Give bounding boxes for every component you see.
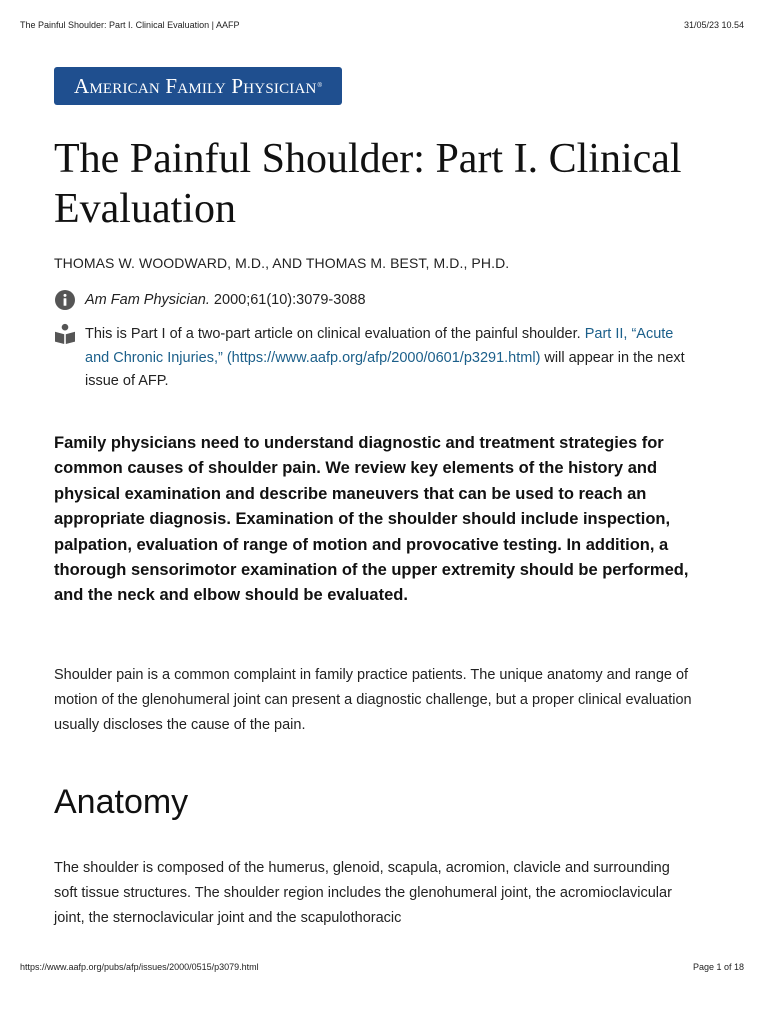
print-header-title: The Painful Shoulder: Part I. Clinical Evaluation | AAFP	[20, 20, 240, 30]
afp-logo[interactable]	[54, 67, 342, 105]
citation-journal: Am Fam Physician.	[85, 292, 210, 308]
anatomy-paragraph: The shoulder is composed of the humerus, glenoid, scapula, acromion, clavicle and surrounding soft tissue structures. The shoulder region includes the glenohumeral joint, the acromioclavicular joint, the sternoclavicular joint and the scapulothoracic	[54, 860, 672, 926]
citation-ref: 2000;61(10):3079-3088	[209, 292, 366, 308]
print-header-date: 31/05/23 10.54	[683, 20, 744, 30]
article-authors: THOMAS W. WOODWARD, M.D., AND THOMAS M. BEST, M.D., PH.D.	[54, 255, 510, 271]
series-note-text	[85, 323, 694, 394]
reader-book-icon	[54, 323, 76, 394]
logo-registered-mark: ®	[317, 83, 322, 89]
intro-paragraph: Shoulder pain is a common complaint in family practice patients. The unique anatomy and range of motion of the glenohumeral joint can present a diagnostic challenge, but a proper clinical evaluation usually discloses the cause of the pain.	[54, 667, 692, 733]
citation-row	[54, 289, 694, 316]
series-note-row	[54, 323, 694, 394]
section-heading-anatomy: Anatomy	[54, 783, 189, 821]
print-footer-page: Page 1 of 18	[692, 962, 744, 972]
part-two-link[interactable]: Part II, “Acute and Chronic Injuries,” (https://www.aafp.org/afp/2000/0601/p3291.html)	[85, 326, 674, 366]
article-title: The Painful Shoulder: Part I. Clinical Evaluation	[54, 136, 682, 232]
logo-text: American Family Physician	[74, 73, 317, 98]
note-text-after: will appear in the next issue of AFP.	[85, 349, 685, 389]
info-icon	[54, 289, 76, 316]
print-footer-url: https://www.aafp.org/pubs/afp/issues/2000/0515/p3079.html	[20, 962, 259, 972]
note-text-before: This is Part I of a two-part article on clinical evaluation of the painful shoulder.	[85, 326, 585, 342]
citation-text	[85, 289, 366, 316]
article-abstract: Family physicians need to understand diagnostic and treatment strategies for common causes of shoulder pain. We review key elements of the history and physical examination and describe maneuvers that can be used to reach an appropriate diagnosis. Examination of the shoulder should include inspection, palpation, evaluation of range of motion and provocative testing. In addition, a thorough sensorimotor examination of the upper extremity should be performed, and the neck and elbow should be evaluated.	[54, 434, 689, 605]
